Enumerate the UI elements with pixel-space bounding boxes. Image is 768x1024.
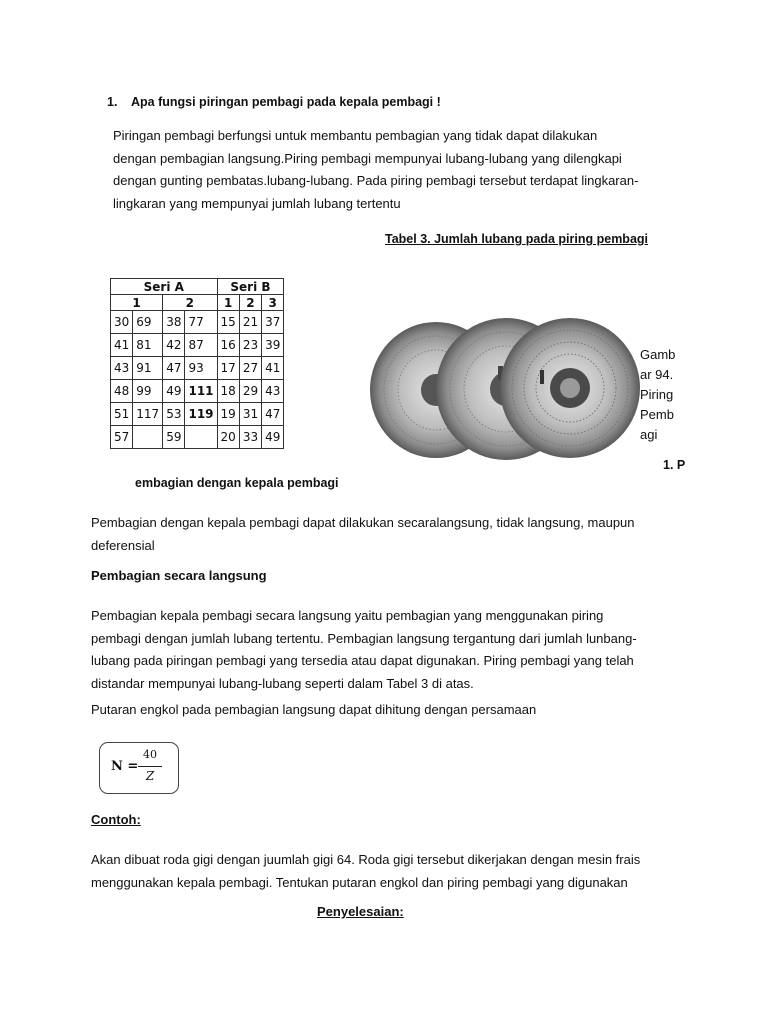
table-cell: 38 bbox=[163, 311, 185, 334]
plate-right bbox=[500, 318, 640, 458]
formula-denominator: Z bbox=[145, 769, 155, 783]
table-cell: 39 bbox=[262, 334, 284, 357]
intro-line: dengan gunting pembatas.lubang-lubang. Pada piring pembagi tersebut terdapat lingkaran- bbox=[113, 173, 639, 188]
section-heading-fragment: embagian dengan kepala pembagi bbox=[135, 476, 339, 490]
table-cell: 29 bbox=[239, 380, 261, 403]
paragraph-crank-formula: Putaran engkol pada pembagian langsung dapat dihitung dengan persamaan bbox=[91, 702, 537, 717]
paragraph-line: Pembagian dengan kepala pembagi dapat dilakukan secaralangsung, tidak langsung, maupun bbox=[91, 515, 635, 530]
table-cell: 30 bbox=[111, 311, 133, 334]
formula-numerator: 40 bbox=[143, 748, 157, 761]
paragraph-line: deferensial bbox=[91, 537, 155, 553]
series-b-col-2: 2 bbox=[239, 295, 261, 311]
table-cell: 42 bbox=[163, 334, 185, 357]
hole-count-table bbox=[110, 278, 284, 449]
fraction-bar bbox=[138, 766, 162, 767]
figure-caption-line: Pemb bbox=[640, 407, 674, 422]
example-label: Contoh: bbox=[91, 812, 141, 827]
table-cell: 48 bbox=[111, 380, 133, 403]
table-cell: 41 bbox=[262, 357, 284, 380]
dividing-plates-image bbox=[370, 318, 642, 460]
formula-lhs: N = bbox=[111, 759, 139, 774]
series-b-col-1: 1 bbox=[217, 295, 239, 311]
table-cell: 51 bbox=[111, 403, 133, 426]
table-cell: 119 bbox=[185, 403, 217, 426]
table-cell: 93 bbox=[185, 357, 217, 380]
table-cell: 23 bbox=[239, 334, 261, 357]
paragraph-line: pembagi dengan jumlah lubang tertentu. Pembagian langsung tergantung dari jumlah lunbang- bbox=[91, 630, 637, 646]
question-text: Apa fungsi piringan pembagi pada kepala pembagi ! bbox=[131, 95, 441, 109]
table-cell: 15 bbox=[217, 311, 239, 334]
figure-caption-line: agi bbox=[640, 427, 658, 442]
table-cell: 43 bbox=[262, 380, 284, 403]
table-cell: 111 bbox=[185, 380, 217, 403]
series-b-col-3: 3 bbox=[262, 295, 284, 311]
table-cell: 33 bbox=[239, 426, 261, 449]
paragraph-line: Pembagian kepala pembagi secara langsung yaitu pembagian yang menggunakan piring bbox=[91, 608, 604, 623]
paragraph-line: distandar mempunyai lubang-lubang seperti dalam Tabel 3 di atas. bbox=[91, 675, 474, 691]
table-row bbox=[111, 380, 284, 403]
table-cell: 117 bbox=[133, 403, 163, 426]
table-cell: 87 bbox=[185, 334, 217, 357]
heading-direct-division: Pembagian secara langsung bbox=[91, 568, 267, 583]
table-cell: 53 bbox=[163, 403, 185, 426]
table-cell: 81 bbox=[133, 334, 163, 357]
intro-paragraph bbox=[113, 125, 683, 215]
table-cell: 91 bbox=[133, 357, 163, 380]
table-row bbox=[111, 311, 284, 334]
table-cell: 49 bbox=[262, 426, 284, 449]
table-cell: 99 bbox=[133, 380, 163, 403]
question-heading bbox=[107, 95, 441, 109]
table-cell: 47 bbox=[262, 403, 284, 426]
table-cell: 31 bbox=[239, 403, 261, 426]
paragraph-line: Akan dibuat roda gigi dengan juumlah gigi 64. Roda gigi tersebut dikerjakan dengan mesin frais bbox=[91, 852, 641, 867]
table-cell: 43 bbox=[111, 357, 133, 380]
figure-caption-line: Gamb bbox=[640, 347, 676, 362]
table-row bbox=[111, 403, 284, 426]
table-cell: 18 bbox=[217, 380, 239, 403]
table-cell: 69 bbox=[133, 311, 163, 334]
table-row bbox=[111, 334, 284, 357]
table-cell: 21 bbox=[239, 311, 261, 334]
intro-line: dengan pembagian langsung.Piring pembagi mempunyai lubang-lubang yang dilengkapi bbox=[113, 150, 622, 166]
series-a-header: Seri A bbox=[111, 279, 218, 295]
table-cell: 17 bbox=[217, 357, 239, 380]
table-cell: 49 bbox=[163, 380, 185, 403]
table-cell: 47 bbox=[163, 357, 185, 380]
paragraph-line: menggunakan kepala pembagi. Tentukan putaran engkol dan piring pembagi yang digunakan bbox=[91, 874, 628, 890]
table-cell: 16 bbox=[217, 334, 239, 357]
question-number: 1. bbox=[107, 95, 118, 109]
intro-line: lingkaran yang mempunyai jumlah lubang tertentu bbox=[113, 195, 401, 211]
figure-caption bbox=[640, 345, 684, 445]
table-cell: 37 bbox=[262, 311, 284, 334]
table-cell: 19 bbox=[217, 403, 239, 426]
table-cell: 20 bbox=[217, 426, 239, 449]
paragraph-methods bbox=[91, 512, 691, 557]
table-cell: 57 bbox=[111, 426, 133, 449]
table-cell: 27 bbox=[239, 357, 261, 380]
intro-line: Piringan pembagi berfungsi untuk membantu pembagian yang tidak dapat dilakukan bbox=[113, 128, 598, 143]
table-body bbox=[111, 311, 284, 449]
series-a-col-2: 2 bbox=[163, 295, 217, 311]
figure-caption-line: ar 94. bbox=[640, 367, 674, 382]
table-caption: Tabel 3. Jumlah lubang pada piring pembagi bbox=[385, 232, 649, 246]
dividing-plates-illustration bbox=[370, 318, 642, 460]
paragraph-example bbox=[91, 849, 701, 894]
series-b-header: Seri B bbox=[217, 279, 284, 295]
paragraph-direct-division bbox=[91, 605, 691, 695]
table-row bbox=[111, 357, 284, 380]
table-cell bbox=[133, 426, 163, 449]
paragraph-line: lubang pada piringan pembagi yang tersedia atau dapat digunakan. Piring pembagi yang telah bbox=[91, 653, 634, 668]
series-a-col-1: 1 bbox=[111, 295, 163, 311]
figure-caption-line: Piring bbox=[640, 387, 674, 402]
table-cell: 41 bbox=[111, 334, 133, 357]
table-cell: 59 bbox=[163, 426, 185, 449]
list-marker-fragment: 1. P bbox=[663, 458, 686, 472]
table-row bbox=[111, 426, 284, 449]
solution-label: Penyelesaian: bbox=[317, 904, 404, 919]
formula-box bbox=[99, 742, 179, 794]
table-cell: 77 bbox=[185, 311, 217, 334]
table-cell bbox=[185, 426, 217, 449]
